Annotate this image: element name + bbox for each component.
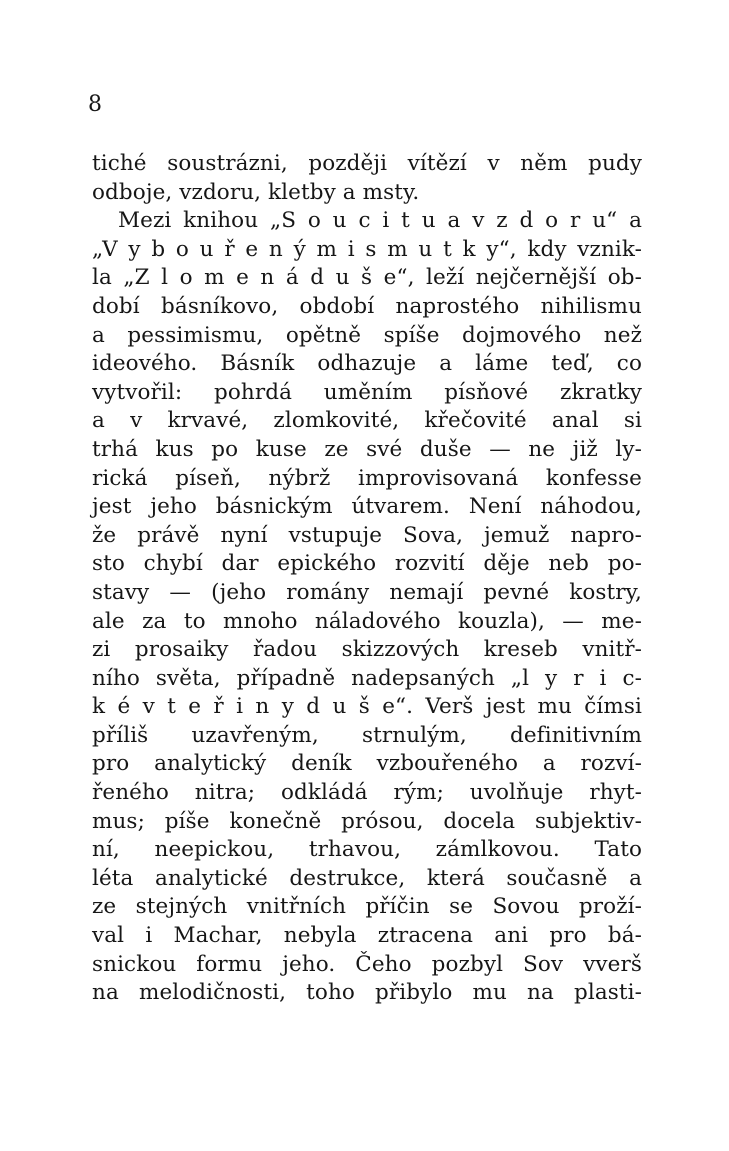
text-line: k é v t e ř i n y d u š e“. Verš jest mu čímsi [92,694,642,720]
text-line: a v krvavé, zlomkovité, křečovité anal si [92,408,642,434]
text-line: a pessimismu, opětně spíše dojmového než [92,322,642,348]
text-line: řeného nitra; odkládá rým; uvolňuje rhyt- [92,780,642,806]
text-line: trhá kus po kuse ze své duše — ne již ly- [92,436,642,462]
text-line: la „Z l o m e n á d u š e“, leží nejčernější ob- [92,265,642,291]
text-line: zi prosaiky řadou skizzových kreseb vnitř- [92,637,642,663]
text-line: mus; píše konečně prósou, docela subjektiv- [92,808,642,834]
text-line: na melodičnosti, toho přibylo mu na plasti- [92,980,642,1006]
text-line: ze stejných vnitřních příčin se Sovou proží- [92,894,642,920]
text-line: vytvořil: pohrdá uměním písňové zkratky [92,379,642,405]
text-line: jest jeho básnickým útvarem. Není náhodou, [92,494,642,520]
text-line: ideového. Básník odhazuje a láme teď, co [92,351,642,377]
text-line: tiché soustrázni, později vítězí v něm pudy [92,151,642,176]
text-line: snickou formu jeho. Čeho pozbyl Sov vverš [92,951,642,977]
text-line: léta analytické destrukce, která současně a [92,865,642,891]
text-line: stavy — (jeho romány nemají pevné kostry, [92,579,642,605]
body-text [92,150,642,1008]
text-line: dobí básníkovo, období naprostého nihilismu [92,293,642,319]
text-line: odboje, vzdoru, kletby a msty. [92,179,420,205]
text-line: sto chybí dar epického rozvití děje neb po- [92,551,642,577]
text-line: ního světa, případně nadepsaných „l y r i c- [92,665,642,691]
text-line: pro analytický deník vzbouřeného a rozví- [92,751,642,777]
page-number: 8 [88,92,102,117]
text-line: „V y b o u ř e n ý m i s m u t k y“, kdy vznik- [92,236,642,262]
text-line: ale za to mnoho náladového kouzla), — me- [92,608,642,634]
text-line: že právě nyní vstupuje Sova, jemuž napro- [92,522,642,548]
text-line: val i Machar, nebyla ztracena ani pro bá- [92,923,642,949]
text-line: rická píseň, nýbrž improvisovaná konfesse [92,465,642,491]
text-line: ní, neepickou, trhavou, zámlkovou. Tato [92,837,642,863]
text-line: příliš uzavřeným, strnulým, definitivním [92,722,642,748]
text-line: Mezi knihou „S o u c i t u a v z d o r u“ a [118,208,642,234]
